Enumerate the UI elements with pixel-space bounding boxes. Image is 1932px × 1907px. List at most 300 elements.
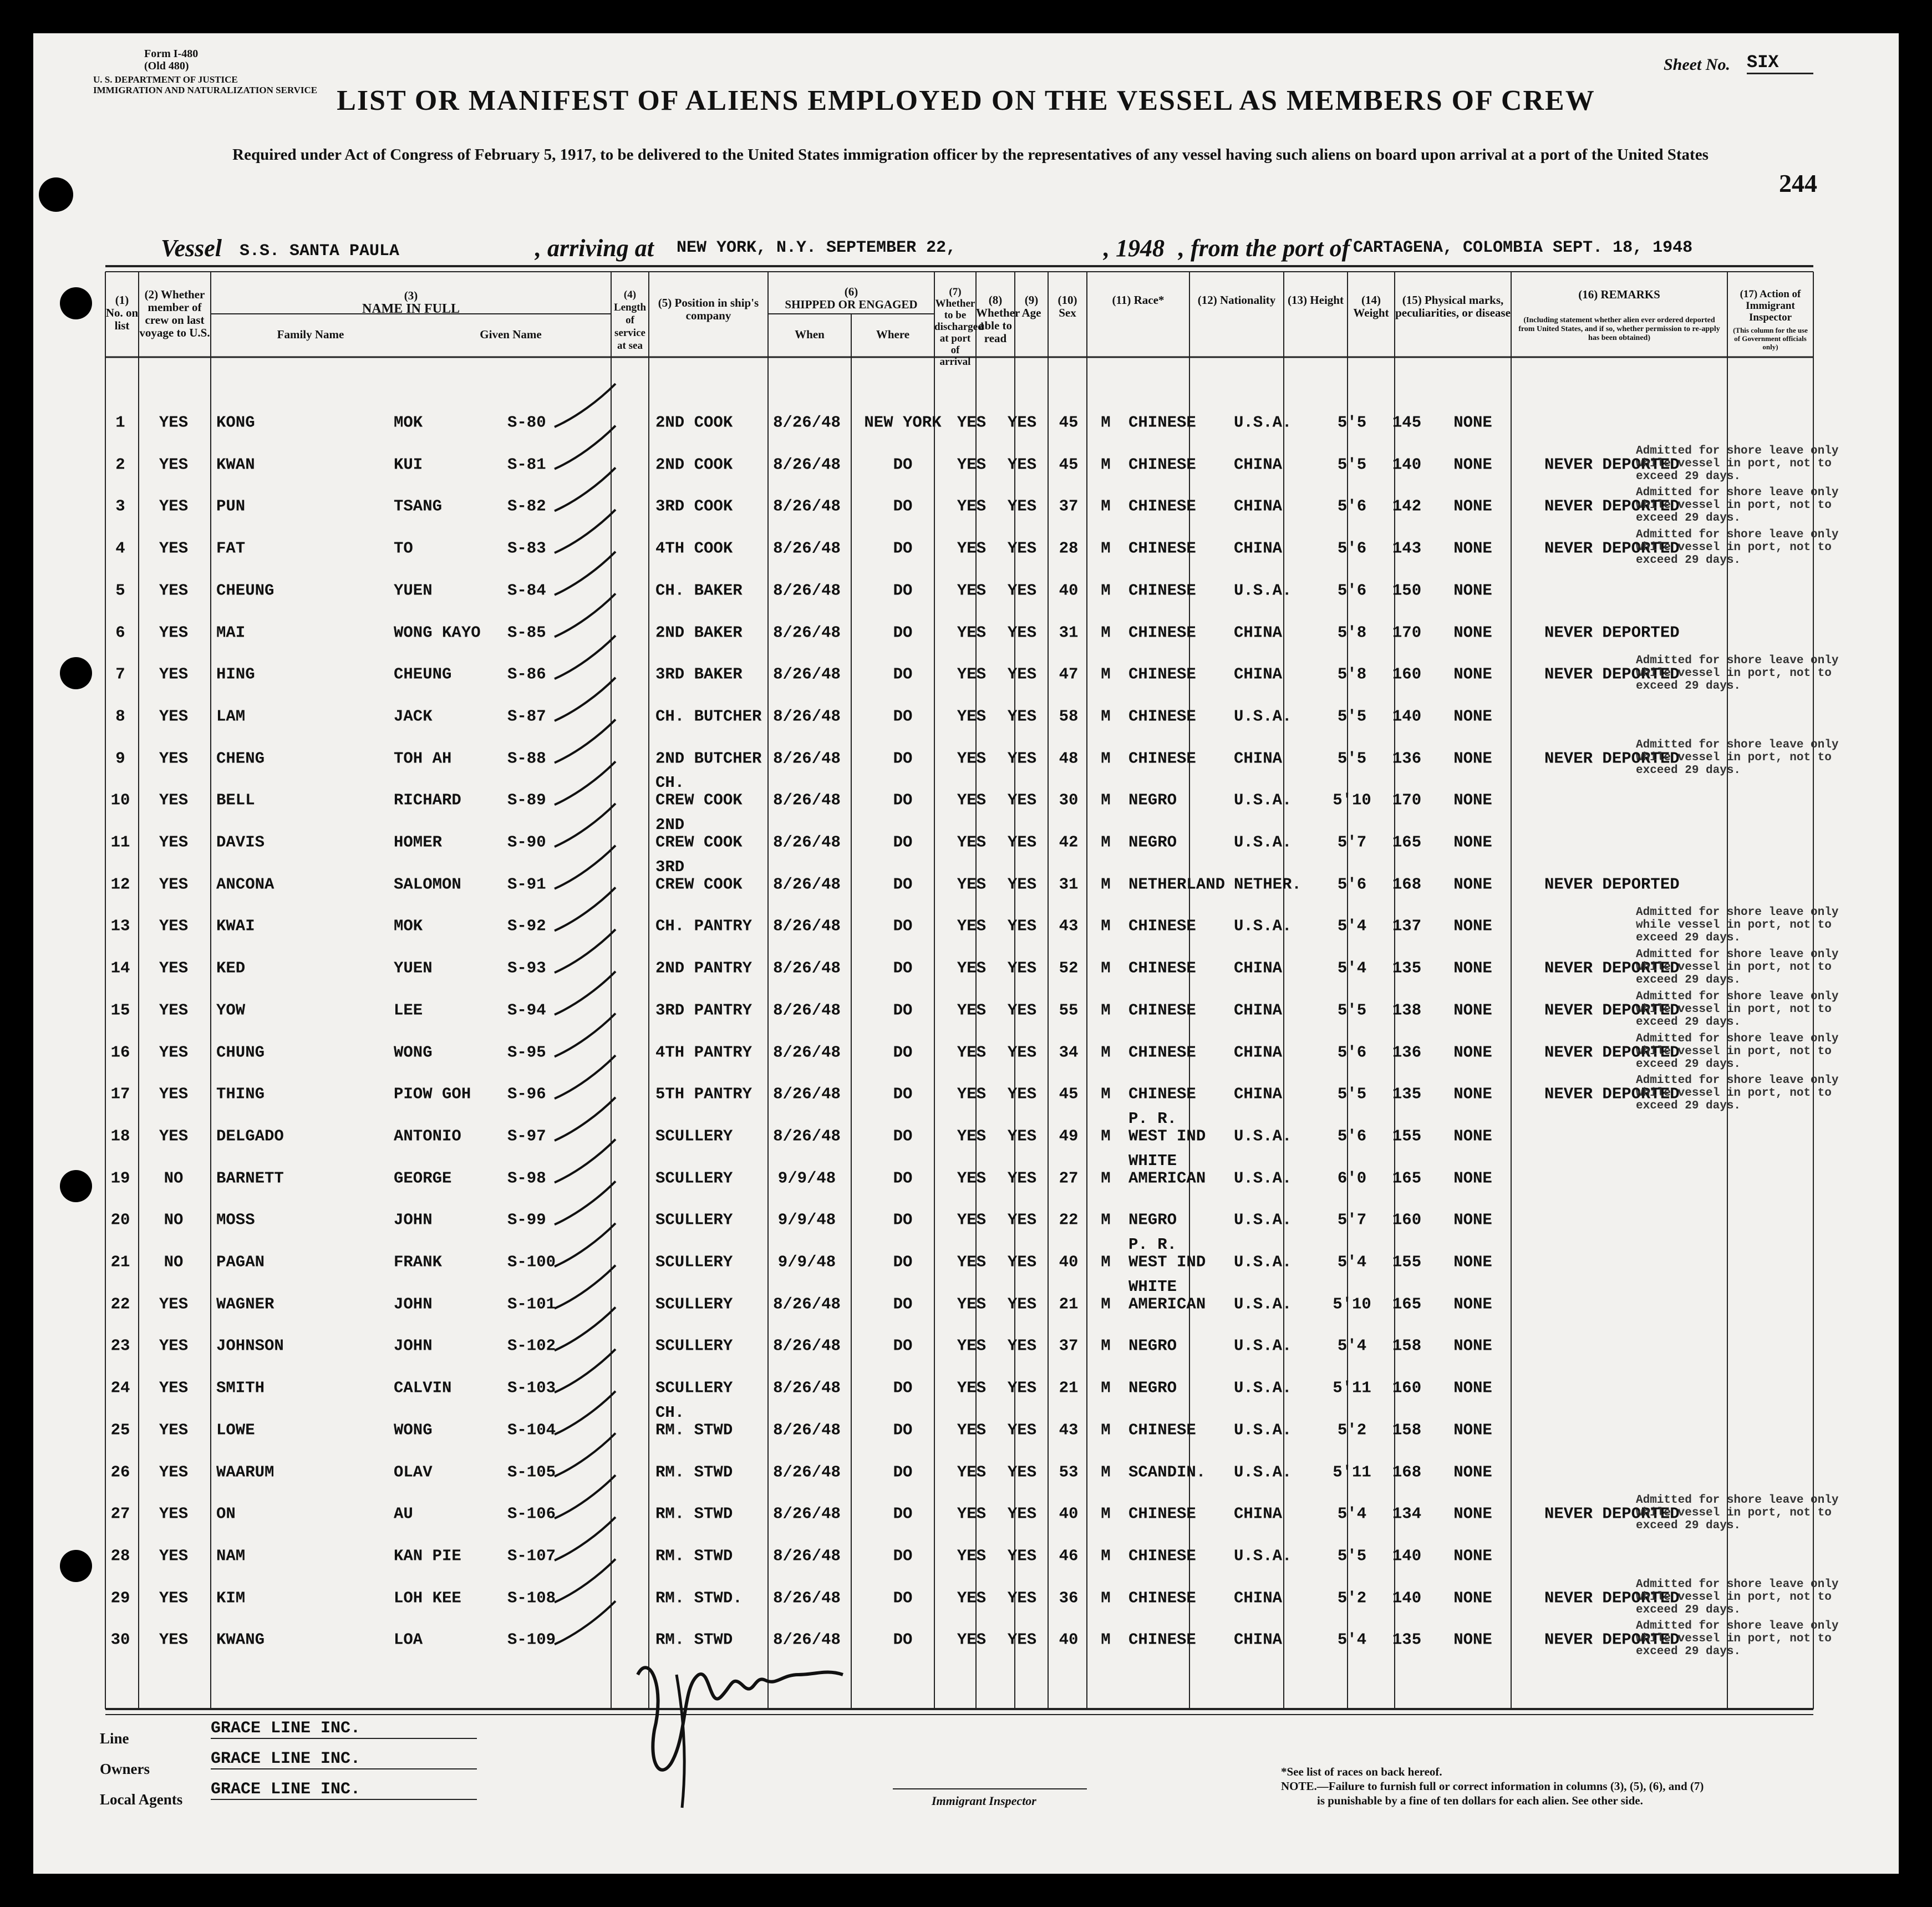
cell-voyage: YES — [159, 1295, 189, 1314]
cell-nat: U.S.A. — [1234, 581, 1292, 600]
cell-no: 10 — [110, 791, 130, 810]
cell-pos: 5TH PANTRY — [655, 1085, 753, 1103]
service-tick — [555, 1517, 616, 1560]
cell-pos: CREW COOK — [655, 791, 743, 810]
cell-voyage: YES — [159, 1547, 189, 1565]
cell-age: 48 — [1059, 749, 1079, 768]
cell-svc: S-80 — [507, 413, 546, 432]
cell-ht: 6'0 — [1337, 1169, 1367, 1188]
cell-nat: CHINA — [1234, 959, 1283, 978]
cell-marks: NONE — [1453, 1043, 1492, 1061]
cell-where: DO — [893, 1127, 913, 1146]
cell-family: DELGADO — [216, 1127, 284, 1146]
cell-when: 8/26/48 — [773, 959, 841, 978]
cell-race-prefix: WHITE — [1128, 1151, 1177, 1170]
cell-pos: 2ND COOK — [655, 455, 733, 474]
cell-wt: 158 — [1392, 1336, 1422, 1355]
cell-pos: 2ND COOK — [655, 413, 733, 432]
cell-sex: M — [1101, 665, 1111, 684]
cell-race: AMERICAN — [1128, 1295, 1206, 1314]
cell-marks: NONE — [1453, 1589, 1492, 1608]
cell-ht: 5'8 — [1337, 665, 1367, 684]
cell-disch: YES — [957, 1504, 987, 1523]
cell-race: SCANDIN. — [1128, 1463, 1206, 1481]
cell-given: TSANG — [394, 497, 443, 516]
cell-family: KWANG — [216, 1630, 265, 1649]
cell-race: CHINESE — [1128, 749, 1196, 768]
cell-ht: 5'4 — [1337, 917, 1367, 935]
cell-voyage: YES — [159, 1589, 189, 1608]
header-remarks-note: (Including statement whether alien ever ordered deported from United States, and if so, whether permission to re-apply has been obtained) — [1518, 316, 1720, 342]
cell-age: 43 — [1059, 1421, 1079, 1440]
cell-read: YES — [1007, 1127, 1037, 1146]
cell-ht: 5'5 — [1337, 1547, 1367, 1565]
cell-read: YES — [1007, 1253, 1037, 1272]
punch-hole — [60, 287, 92, 319]
sheet-number-value: SIX — [1747, 52, 1813, 74]
cell-ht: 5'6 — [1337, 875, 1367, 894]
cell-svc: S-86 — [507, 665, 546, 684]
cell-family: ANCONA — [216, 875, 274, 894]
cell-sex: M — [1101, 623, 1111, 642]
cell-ht: 5'5 — [1337, 1001, 1367, 1020]
cell-given: ANTONIO — [394, 1127, 461, 1146]
cell-nat: CHINA — [1234, 623, 1283, 642]
cell-nat: U.S.A. — [1234, 1463, 1292, 1481]
cell-ht: 5'6 — [1337, 1127, 1367, 1146]
cell-where: DO — [893, 455, 913, 474]
cell-race: AMERICAN — [1128, 1169, 1206, 1188]
cell-race: CHINESE — [1128, 665, 1196, 684]
header-col6: (6) — [844, 285, 858, 298]
from-port-value: CARTAGENA, COLOMBIA SEPT. 18, 1948 — [1353, 238, 1693, 257]
cell-no: 28 — [110, 1547, 130, 1565]
cell-sex: M — [1101, 497, 1111, 516]
cell-marks: NONE — [1453, 1547, 1492, 1565]
cell-ht: 5'4 — [1337, 1630, 1367, 1649]
cell-race: CHINESE — [1128, 1043, 1196, 1061]
cell-marks: NONE — [1453, 959, 1492, 978]
cell-race: CHINESE — [1128, 1085, 1196, 1103]
cell-svc: S-99 — [507, 1211, 546, 1229]
cell-pos: 2ND PANTRY — [655, 959, 753, 978]
cell-given: YUEN — [394, 959, 433, 978]
cell-nat: U.S.A. — [1234, 917, 1292, 935]
service-tick — [555, 1265, 616, 1309]
cell-given: CHEUNG — [394, 665, 452, 684]
cell-when: 8/26/48 — [773, 1085, 841, 1103]
cell-no: 1 — [115, 413, 125, 432]
cell-age: 40 — [1059, 1253, 1079, 1272]
cell-family: HING — [216, 665, 255, 684]
cell-given: JOHN — [394, 1211, 433, 1229]
cell-no: 13 — [110, 917, 130, 935]
cell-marks: NONE — [1453, 665, 1492, 684]
cell-wt: 170 — [1392, 623, 1422, 642]
cell-family: WAARUM — [216, 1463, 274, 1481]
cell-svc: S-94 — [507, 1001, 546, 1020]
cell-family: MOSS — [216, 1211, 255, 1229]
header-remarks: (16) REMARKS — [1578, 288, 1660, 301]
cell-when: 9/9/48 — [777, 1211, 836, 1229]
service-tick — [555, 761, 616, 805]
cell-family: PUN — [216, 497, 246, 516]
cell-age: 53 — [1059, 1463, 1079, 1481]
cell-wt: 165 — [1392, 833, 1422, 852]
cell-family: CHUNG — [216, 1043, 265, 1061]
arriving-value: NEW YORK, N.Y. SEPTEMBER 22, — [677, 238, 957, 257]
service-tick — [555, 678, 616, 721]
cell-ht: 5'4 — [1337, 959, 1367, 978]
cell-read: YES — [1007, 875, 1037, 894]
cell-wt: 165 — [1392, 1295, 1422, 1314]
header-physical-marks: (15) Physical marks, peculiarities, or disease — [1395, 293, 1511, 319]
cell-age: 42 — [1059, 833, 1079, 852]
cell-no: 23 — [110, 1336, 130, 1355]
cell-ht: 5'2 — [1337, 1421, 1367, 1440]
cell-read: YES — [1007, 959, 1037, 978]
cell-when: 8/26/48 — [773, 833, 841, 852]
cell-family: JOHNSON — [216, 1336, 284, 1355]
cell-marks: NONE — [1453, 833, 1492, 852]
arriving-label: , arriving at — [535, 235, 654, 262]
page-subtitle: Required under Act of Congress of February 5, 1917, to be delivered to the United States immigration officer by the representatives of any vessel having such aliens on board upon arrival at a port of the United States — [232, 146, 1709, 164]
cell-no: 21 — [110, 1253, 130, 1272]
cell-given: YUEN — [394, 581, 433, 600]
cell-wt: 134 — [1392, 1504, 1422, 1523]
service-tick — [555, 972, 616, 1015]
header-sex: (10) Sex — [1057, 293, 1077, 319]
cell-race: NEGRO — [1128, 1336, 1177, 1355]
cell-disch: YES — [957, 1085, 987, 1103]
cell-read: YES — [1007, 791, 1037, 810]
cell-remark: NEVER DEPORTED — [1544, 497, 1680, 516]
cell-age: 31 — [1059, 875, 1079, 894]
cell-where: DO — [893, 1547, 913, 1565]
cell-read: YES — [1007, 1547, 1037, 1565]
cell-given: JOHN — [394, 1336, 433, 1355]
cell-ht: 5'4 — [1337, 1504, 1367, 1523]
cell-race-prefix: P. R. — [1128, 1235, 1177, 1254]
cell-nat: U.S.A. — [1234, 1127, 1292, 1146]
cell-age: 58 — [1059, 707, 1079, 726]
cell-nat: CHINA — [1234, 1043, 1283, 1061]
cell-pos: RM. STWD — [655, 1463, 733, 1481]
cell-when: 9/9/48 — [777, 1169, 836, 1188]
cell-voyage: YES — [159, 749, 189, 768]
cell-svc: S-109 — [507, 1630, 556, 1649]
cell-voyage: NO — [164, 1169, 184, 1188]
service-tick — [555, 1433, 616, 1477]
service-tick — [555, 1391, 616, 1435]
service-tick — [555, 1307, 616, 1350]
cell-marks: NONE — [1453, 1169, 1492, 1188]
cell-wt: 168 — [1392, 1463, 1422, 1481]
cell-read: YES — [1007, 1463, 1037, 1481]
cell-no: 8 — [115, 707, 125, 726]
cell-sex: M — [1101, 1169, 1111, 1188]
footer-owners-label: Owners — [100, 1761, 150, 1777]
cell-read: YES — [1007, 749, 1037, 768]
cell-wt: 143 — [1392, 539, 1422, 558]
cell-voyage: YES — [159, 1043, 189, 1061]
service-tick — [555, 1181, 616, 1224]
cell-no: 14 — [110, 959, 130, 978]
cell-age: 40 — [1059, 1630, 1079, 1649]
cell-svc: S-81 — [507, 455, 546, 474]
cell-marks: NONE — [1453, 707, 1492, 726]
cell-wt: 160 — [1392, 1379, 1422, 1397]
cell-marks: NONE — [1453, 791, 1492, 810]
cell-ht: 5'4 — [1337, 1336, 1367, 1355]
cell-svc: S-104 — [507, 1421, 556, 1440]
cell-ht: 5'6 — [1337, 497, 1367, 516]
cell-voyage: YES — [159, 791, 189, 810]
cell-when: 8/26/48 — [773, 581, 841, 600]
cell-disch: YES — [957, 1295, 987, 1314]
cell-marks: NONE — [1453, 1127, 1492, 1146]
footer-race-note: *See list of races on back hereof. — [1281, 1765, 1442, 1778]
cell-no: 15 — [110, 1001, 130, 1020]
shore-leave-stamp: Admitted for shore leave only while vessel in port, not to exceed 29 days. — [1636, 990, 1839, 1029]
cell-svc: S-106 — [507, 1504, 556, 1523]
service-tick — [555, 929, 616, 973]
cell-age: 52 — [1059, 959, 1079, 978]
cell-no: 29 — [110, 1589, 130, 1608]
cell-wt: 140 — [1392, 1547, 1422, 1565]
cell-voyage: YES — [159, 1630, 189, 1649]
service-tick — [555, 1475, 616, 1518]
cell-family: YOW — [216, 1001, 246, 1020]
cell-given: JACK — [394, 707, 433, 726]
cell-given: GEORGE — [394, 1169, 452, 1188]
cell-no: 9 — [115, 749, 125, 768]
cell-no: 25 — [110, 1421, 130, 1440]
cell-read: YES — [1007, 707, 1037, 726]
cell-nat: U.S.A. — [1234, 833, 1292, 852]
cell-disch: YES — [957, 455, 987, 474]
cell-wt: 168 — [1392, 875, 1422, 894]
cell-marks: NONE — [1453, 875, 1492, 894]
cell-family: LOWE — [216, 1421, 255, 1440]
cell-ht: 5'2 — [1337, 1589, 1367, 1608]
cell-ht: 5'6 — [1337, 1043, 1367, 1061]
cell-no: 27 — [110, 1504, 130, 1523]
cell-pos: SCULLERY — [655, 1211, 733, 1229]
cell-when: 8/26/48 — [773, 1630, 841, 1649]
cell-when: 8/26/48 — [773, 497, 841, 516]
cell-pos: SCULLERY — [655, 1336, 733, 1355]
cell-read: YES — [1007, 1295, 1037, 1314]
cell-voyage: YES — [159, 959, 189, 978]
cell-wt: 135 — [1392, 959, 1422, 978]
cell-marks: NONE — [1453, 1001, 1492, 1020]
cell-when: 8/26/48 — [773, 1547, 841, 1565]
cell-no: 4 — [115, 539, 125, 558]
cell-pos: RM. STWD — [655, 1630, 733, 1649]
header-nationality: (12) Nationality — [1197, 293, 1276, 307]
cell-race: WEST IND — [1128, 1253, 1206, 1272]
cell-when: 8/26/48 — [773, 917, 841, 935]
cell-race-prefix: P. R. — [1128, 1109, 1177, 1128]
page-title: LIST OR MANIFEST OF ALIENS EMPLOYED ON THE VESSEL AS MEMBERS OF CREW — [337, 85, 1595, 116]
cell-sex: M — [1101, 1547, 1111, 1565]
punch-hole — [60, 657, 92, 689]
cell-age: 28 — [1059, 539, 1079, 558]
cell-where: DO — [893, 959, 913, 978]
cell-where: DO — [893, 1589, 913, 1608]
cell-nat: CHINA — [1234, 665, 1283, 684]
service-tick — [555, 846, 616, 889]
cell-ht: 5'6 — [1337, 581, 1367, 600]
cell-where: DO — [893, 623, 913, 642]
cell-svc: S-89 — [507, 791, 546, 810]
cell-family: BELL — [216, 791, 255, 810]
cell-disch: YES — [957, 833, 987, 852]
cell-pos: SCULLERY — [655, 1253, 733, 1272]
cell-pos: SCULLERY — [655, 1295, 733, 1314]
cell-voyage: YES — [159, 1336, 189, 1355]
cell-when: 8/26/48 — [773, 1043, 841, 1061]
service-tick — [555, 887, 616, 930]
cell-disch: YES — [957, 1001, 987, 1020]
cell-pos: RM. STWD — [655, 1504, 733, 1523]
cell-family: PAGAN — [216, 1253, 265, 1272]
cell-race: WEST IND — [1128, 1127, 1206, 1146]
cell-where: DO — [893, 1336, 913, 1355]
cell-marks: NONE — [1453, 1379, 1492, 1397]
cell-when: 8/26/48 — [773, 1336, 841, 1355]
cell-race: CHINESE — [1128, 455, 1196, 474]
footer-agents-value: GRACE LINE INC. — [211, 1780, 477, 1800]
cell-where: DO — [893, 1421, 913, 1440]
cell-ht: 5'10 — [1333, 1295, 1371, 1314]
service-tick — [555, 384, 616, 427]
cell-pos: CH. BAKER — [655, 581, 743, 600]
cell-disch: YES — [957, 1421, 987, 1440]
cell-when: 8/26/48 — [773, 1379, 841, 1397]
cell-pos: 2ND BUTCHER — [655, 749, 762, 768]
cell-given: TO — [394, 539, 413, 558]
cell-read: YES — [1007, 581, 1037, 600]
cell-marks: NONE — [1453, 1504, 1492, 1523]
cell-ht: 5'6 — [1337, 539, 1367, 558]
punch-hole — [60, 1170, 92, 1202]
footer-line-label: Line — [100, 1730, 129, 1747]
cell-no: 19 — [110, 1169, 130, 1188]
cell-read: YES — [1007, 623, 1037, 642]
cell-given: TOH AH — [394, 749, 452, 768]
header-length-of-service: (4) Length of service at sea — [613, 289, 647, 352]
cell-marks: NONE — [1453, 581, 1492, 600]
cell-voyage: YES — [159, 539, 189, 558]
cell-svc: S-103 — [507, 1379, 556, 1397]
cell-sex: M — [1101, 1504, 1111, 1523]
cell-wt: 140 — [1392, 707, 1422, 726]
cell-where: DO — [893, 1295, 913, 1314]
cell-nat: U.S.A. — [1234, 1253, 1292, 1272]
cell-disch: YES — [957, 413, 987, 432]
cell-where: DO — [893, 1379, 913, 1397]
cell-family: DAVIS — [216, 833, 265, 852]
cell-marks: NONE — [1453, 455, 1492, 474]
cell-sex: M — [1101, 1463, 1111, 1481]
cell-family: FAT — [216, 539, 246, 558]
cell-pos: SCULLERY — [655, 1127, 733, 1146]
cell-where: DO — [893, 1043, 913, 1061]
cell-ht: 5'5 — [1337, 413, 1367, 432]
cell-no: 20 — [110, 1211, 130, 1229]
cell-ht: 5'5 — [1337, 455, 1367, 474]
cell-where: DO — [893, 875, 913, 894]
cell-nat: U.S.A. — [1234, 1336, 1292, 1355]
cell-when: 8/26/48 — [773, 749, 841, 768]
cell-race: NEGRO — [1128, 791, 1177, 810]
year-value: , 1948 — [1104, 235, 1165, 262]
cell-sex: M — [1101, 413, 1111, 432]
cell-wt: 158 — [1392, 1421, 1422, 1440]
header-race: (11) Race* — [1112, 293, 1165, 307]
cell-where: DO — [893, 833, 913, 852]
cell-race: NEGRO — [1128, 1211, 1177, 1229]
cell-voyage: YES — [159, 1421, 189, 1440]
cell-marks: NONE — [1453, 1463, 1492, 1481]
cell-no: 17 — [110, 1085, 130, 1103]
department-heading: U. S. DEPARTMENT OF JUSTICE IMMIGRATION AND NATURALIZATION SERVICE — [93, 74, 318, 95]
cell-remark: NEVER DEPORTED — [1544, 623, 1680, 642]
cell-given: MOK — [394, 413, 423, 432]
cell-wt: 135 — [1392, 1085, 1422, 1103]
cell-remark: NEVER DEPORTED — [1544, 1589, 1680, 1608]
cell-when: 8/26/48 — [773, 455, 841, 474]
cell-where: DO — [893, 1001, 913, 1020]
cell-race: CHINESE — [1128, 623, 1196, 642]
cell-age: 27 — [1059, 1169, 1079, 1188]
footer-fine-note-2: is punishable by a fine of ten dollars for each alien. See other side. — [1317, 1794, 1643, 1807]
cell-wt: 136 — [1392, 749, 1422, 768]
cell-given: JOHN — [394, 1295, 433, 1314]
cell-wt: 165 — [1392, 1169, 1422, 1188]
cell-pos-prefix: CH. — [655, 774, 685, 792]
cell-sex: M — [1101, 581, 1111, 600]
cell-voyage: YES — [159, 1085, 189, 1103]
cell-pos: 4TH COOK — [655, 539, 733, 558]
cell-given: SALOMON — [394, 875, 461, 894]
footer-agents-label: Local Agents — [100, 1791, 183, 1808]
cell-nat: U.S.A. — [1234, 1295, 1292, 1314]
cell-svc: S-82 — [507, 497, 546, 516]
cell-marks: NONE — [1453, 1630, 1492, 1649]
cell-wt: 138 — [1392, 1001, 1422, 1020]
cell-when: 8/26/48 — [773, 623, 841, 642]
cell-where: DO — [893, 917, 913, 935]
cell-disch: YES — [957, 959, 987, 978]
shore-leave-stamp: Admitted for shore leave only while vessel in port, not to exceed 29 days. — [1636, 1620, 1839, 1659]
sheet-number-label: Sheet No. — [1664, 55, 1730, 74]
service-tick-marks — [33, 33, 1899, 1874]
cell-family: MAI — [216, 623, 246, 642]
cell-voyage: NO — [164, 1211, 184, 1229]
cell-nat: CHINA — [1234, 497, 1283, 516]
cell-family: NAM — [216, 1547, 246, 1565]
cell-svc: S-105 — [507, 1463, 556, 1481]
service-tick — [555, 510, 616, 553]
header-when: When — [795, 328, 825, 341]
cell-voyage: YES — [159, 1463, 189, 1481]
cell-ht: 5'7 — [1337, 1211, 1367, 1229]
cell-disch: YES — [957, 1253, 987, 1272]
cell-nat: CHINA — [1234, 1589, 1283, 1608]
